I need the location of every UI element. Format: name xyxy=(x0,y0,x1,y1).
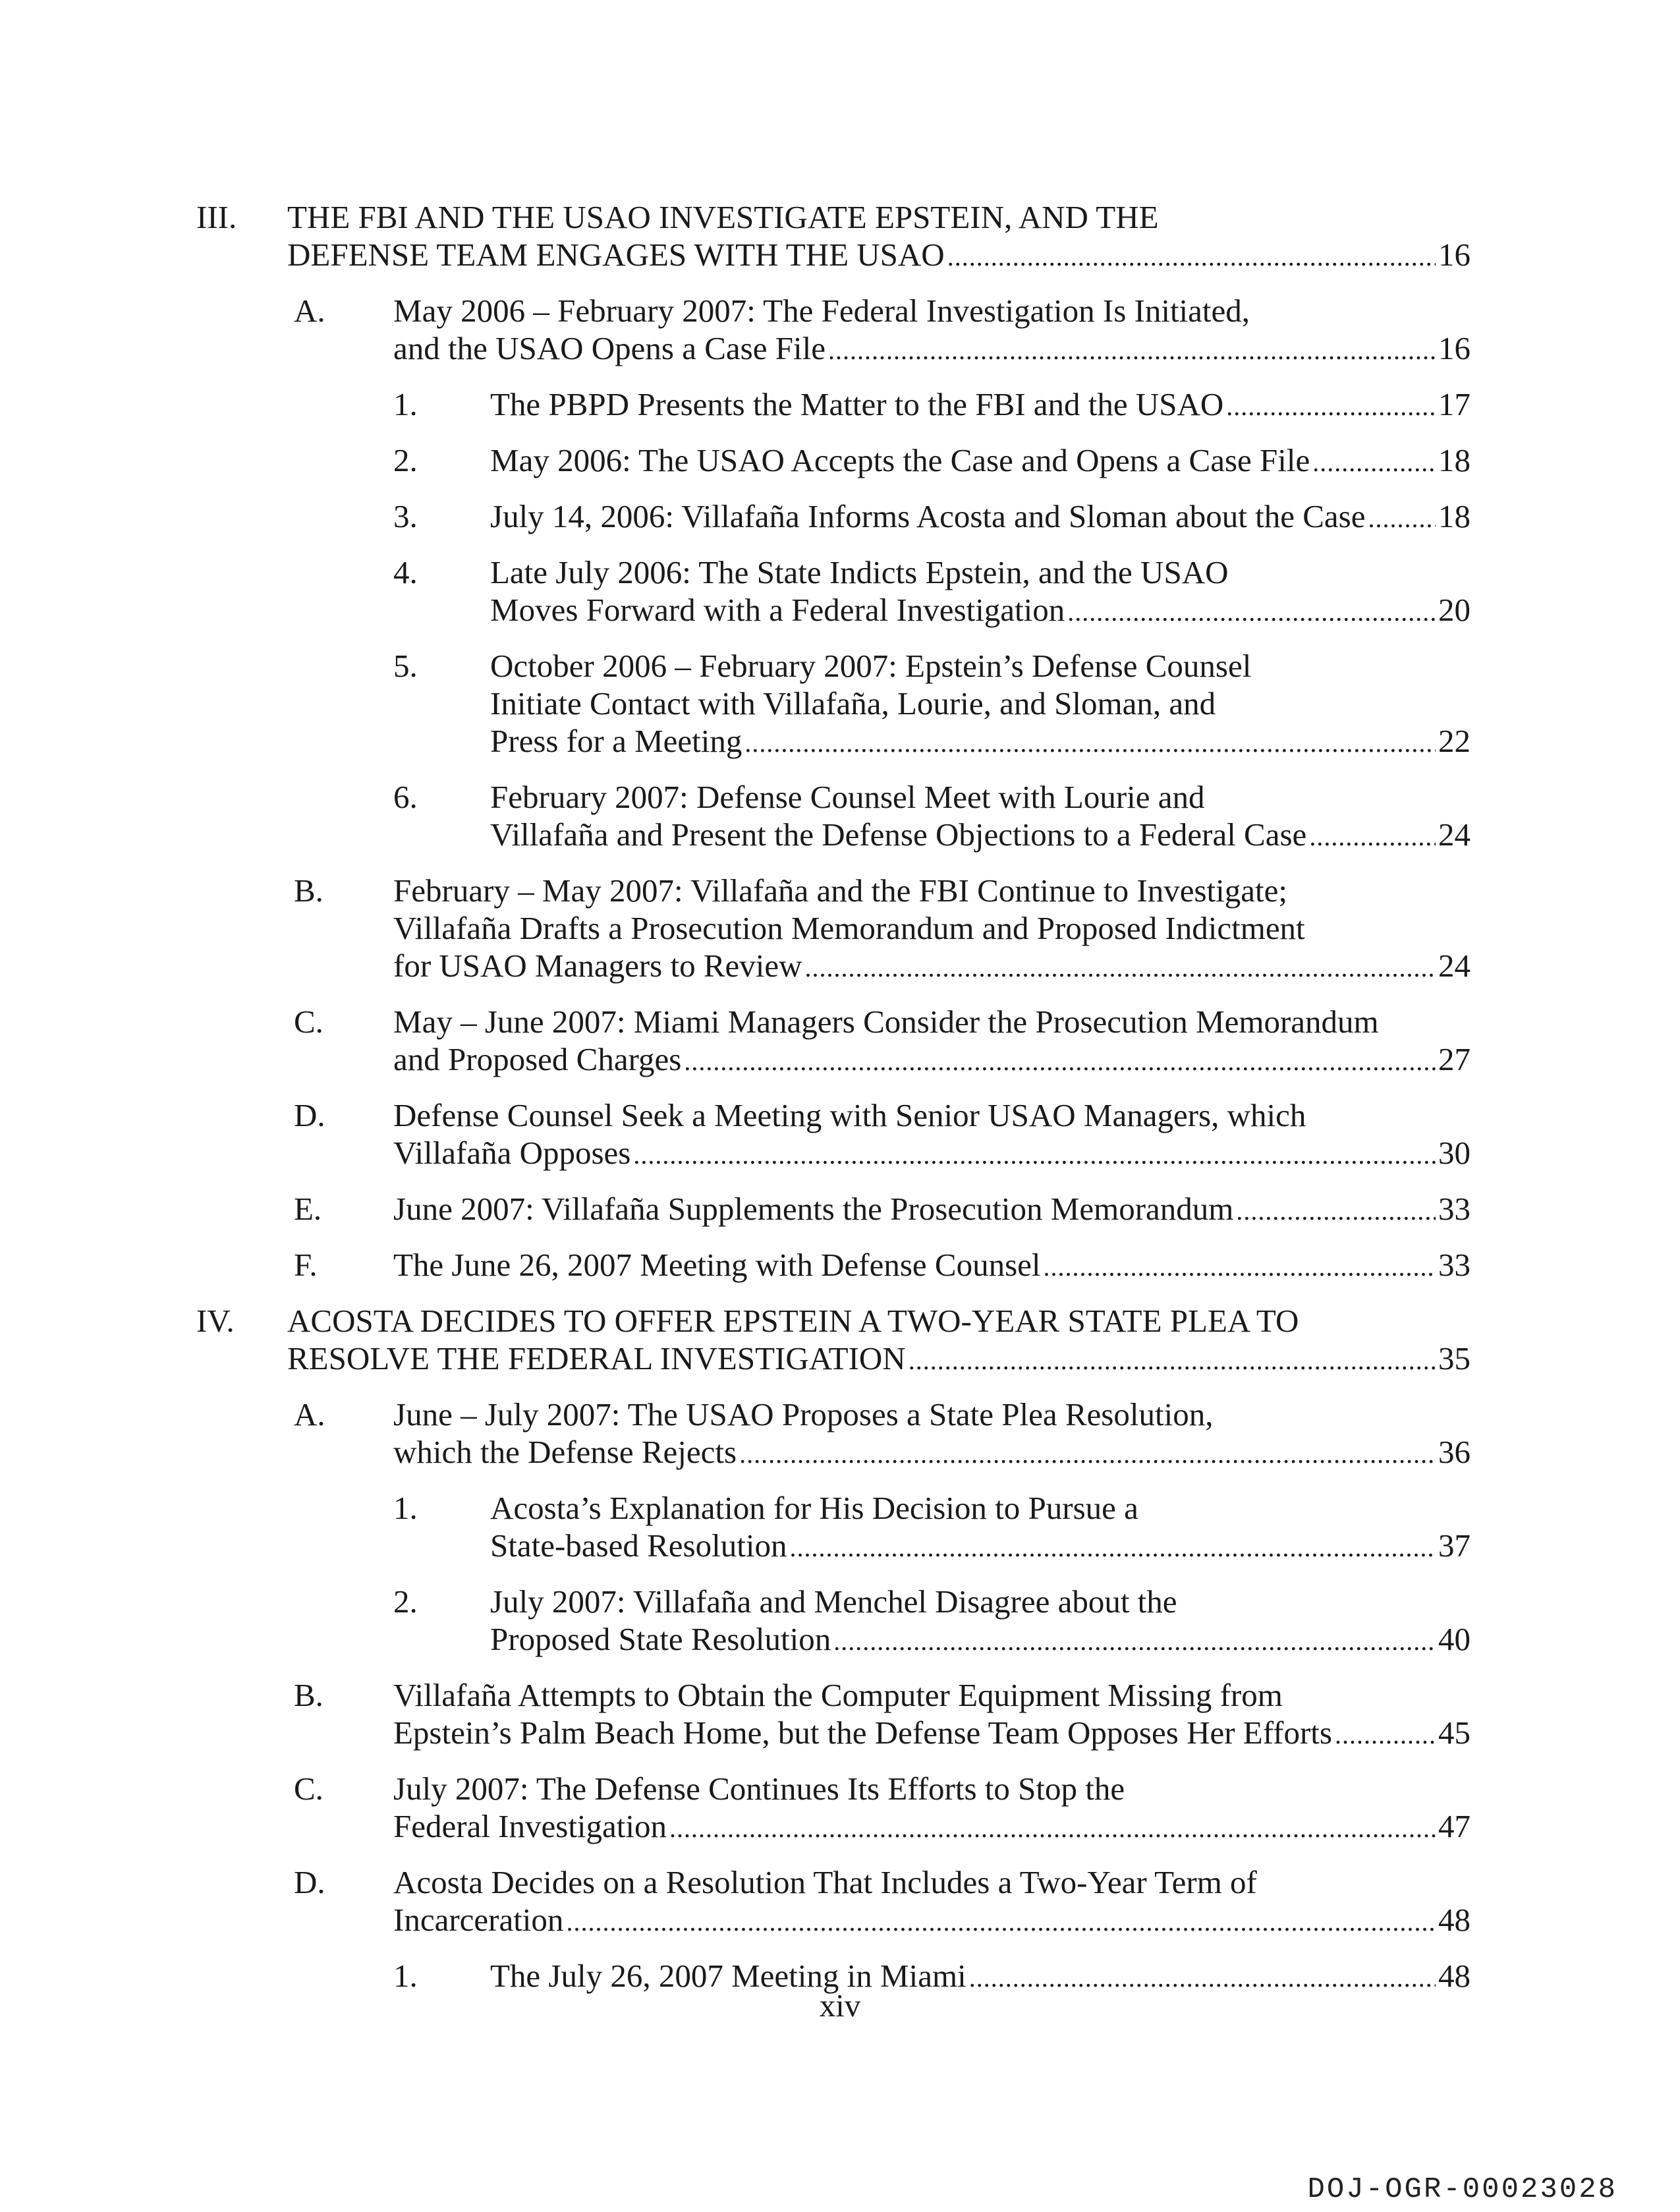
toc-entry-text: Epstein’s Palm Beach Home, but the Defense Team Opposes Her Efforts xyxy=(393,1715,1332,1751)
toc-entry-line xyxy=(393,1433,1470,1473)
toc-entry-line xyxy=(287,236,1470,275)
toc-entry xyxy=(0,1489,1680,1566)
toc-page-number: 22 xyxy=(1438,723,1470,759)
dot-leader xyxy=(566,1903,1436,1941)
page-number: xiv xyxy=(819,1987,861,2024)
toc-entry-line xyxy=(490,1527,1470,1566)
toc-entry-line xyxy=(287,198,1470,236)
toc-entry xyxy=(0,1396,1680,1473)
toc-page-number: 36 xyxy=(1438,1434,1470,1470)
toc-entry xyxy=(0,1096,1680,1174)
toc-page-number: 33 xyxy=(1438,1247,1470,1283)
toc-entry-text: and Proposed Charges xyxy=(393,1041,682,1077)
toc-entry-text: Acosta’s Explanation for His Decision to Pursue a xyxy=(490,1490,1138,1526)
bates-number: DOJ-OGR-00023028 xyxy=(1307,2173,1617,2206)
toc-entry-text: State-based Resolution xyxy=(490,1527,787,1564)
toc-entry-number: F. xyxy=(294,1247,318,1283)
dot-leader xyxy=(1044,1248,1436,1286)
toc-entry-text: Villafaña Opposes xyxy=(393,1135,631,1171)
toc-entry-text: Defense Counsel Seek a Meeting with Senior USAO Managers, which xyxy=(393,1097,1306,1133)
toc-page-number: 18 xyxy=(1438,498,1470,534)
toc-entry-line xyxy=(393,1676,1470,1714)
toc-entry-text: The July 26, 2007 Meeting in Miami xyxy=(490,1958,966,1994)
toc-page-number: 37 xyxy=(1438,1527,1470,1564)
toc-page-number: 24 xyxy=(1438,816,1470,853)
toc-page-number: 47 xyxy=(1438,1808,1470,1844)
toc-entry-line xyxy=(490,778,1470,816)
dot-leader xyxy=(669,1809,1436,1847)
toc-entry-text: June 2007: Villafaña Supplements the Prosecution Memorandum xyxy=(393,1191,1234,1227)
table-of-contents xyxy=(0,198,1680,2013)
toc-entry-number: E. xyxy=(294,1191,322,1227)
toc-entry-text: and the USAO Opens a Case File xyxy=(393,330,826,366)
toc-entry-line xyxy=(490,591,1470,631)
dot-leader xyxy=(744,724,1436,762)
dot-leader xyxy=(805,949,1436,986)
toc-entry-text: February 2007: Defense Counsel Meet with Lourie and xyxy=(490,779,1205,815)
toc-entry-number: 6. xyxy=(393,779,418,815)
toc-entry-line xyxy=(490,441,1470,481)
toc-entry-number: 3. xyxy=(393,498,418,534)
toc-entry-text: Villafaña and Present the Defense Objections to a Federal Case xyxy=(490,816,1307,853)
toc-entry-line xyxy=(393,872,1470,909)
toc-entry-text: Late July 2006: The State Indicts Epstein, and the USAO xyxy=(490,554,1229,590)
toc-entry-line xyxy=(393,909,1470,947)
toc-entry-text: ACOSTA DECIDES TO OFFER EPSTEIN A TWO-YEAR STATE PLEA TO xyxy=(287,1303,1299,1339)
dot-leader xyxy=(1368,499,1436,537)
toc-page-number: 18 xyxy=(1438,442,1470,478)
toc-entry-line xyxy=(490,1489,1470,1527)
toc-entry xyxy=(0,385,1680,425)
toc-entry-line xyxy=(490,722,1470,762)
toc-entry-line xyxy=(393,1134,1470,1174)
toc-entry xyxy=(0,647,1680,762)
toc-entry-text: RESOLVE THE FEDERAL INVESTIGATION xyxy=(287,1340,906,1376)
toc-entry-line xyxy=(490,816,1470,855)
toc-entry-line xyxy=(490,685,1470,722)
toc-entry-line xyxy=(393,947,1470,986)
toc-entry-number: 1. xyxy=(393,1490,418,1526)
toc-entry-text: Initiate Contact with Villafaña, Lourie, and Sloman, and xyxy=(490,685,1216,722)
toc-page-number: 16 xyxy=(1438,330,1470,366)
toc-entry-number: III. xyxy=(196,199,237,235)
toc-page-number: 48 xyxy=(1438,1902,1470,1938)
toc-entry-text: May 2006 – February 2007: The Federal Investigation Is Initiated, xyxy=(393,293,1250,329)
toc-entry-number: 1. xyxy=(393,1958,418,1994)
toc-entry-text: October 2006 – February 2007: Epstein’s Defense Counsel xyxy=(490,648,1252,684)
toc-entry-text: May 2006: The USAO Accepts the Case and Opens a Case File xyxy=(490,442,1310,478)
toc-entry-text: Moves Forward with a Federal Investigation xyxy=(490,592,1065,628)
toc-entry-number: 2. xyxy=(393,1583,418,1620)
toc-entry xyxy=(0,1246,1680,1286)
toc-entry-number: 4. xyxy=(393,554,418,590)
toc-entry xyxy=(0,1583,1680,1660)
toc-entry-line xyxy=(490,497,1470,537)
toc-entry-number: D. xyxy=(294,1097,325,1133)
dot-leader xyxy=(828,331,1436,369)
toc-entry xyxy=(0,198,1680,275)
toc-page-number: 45 xyxy=(1438,1715,1470,1751)
dot-leader xyxy=(684,1042,1436,1080)
toc-entry-text: Federal Investigation xyxy=(393,1808,667,1844)
toc-entry-line xyxy=(490,1583,1470,1620)
toc-entry-line xyxy=(287,1302,1470,1340)
toc-entry xyxy=(0,1770,1680,1847)
toc-page-number: 40 xyxy=(1438,1621,1470,1657)
toc-entry-text: THE FBI AND THE USAO INVESTIGATE EPSTEIN, AND THE xyxy=(287,199,1159,235)
toc-entry-text: July 2007: The Defense Continues Its Efforts to Stop the xyxy=(393,1771,1125,1807)
toc-entry-line xyxy=(393,1190,1470,1230)
toc-entry-text: which the Defense Rejects xyxy=(393,1434,737,1470)
toc-entry-number: 1. xyxy=(393,386,418,422)
toc-entry-text: July 14, 2006: Villafaña Informs Acosta and Sloman about the Case xyxy=(490,498,1366,534)
toc-entry-text: February – May 2007: Villafaña and the FBI Continue to Investigate; xyxy=(393,872,1287,909)
toc-entry-text: DEFENSE TEAM ENGAGES WITH THE USAO xyxy=(287,237,945,273)
dot-leader xyxy=(1335,1716,1436,1753)
toc-entry-text: for USAO Managers to Review xyxy=(393,948,802,984)
toc-entry-line xyxy=(393,1246,1470,1286)
toc-page-number: 35 xyxy=(1438,1340,1470,1376)
dot-leader xyxy=(1226,387,1436,425)
toc-entry-text: Incarceration xyxy=(393,1902,564,1938)
toc-entry-number: 5. xyxy=(393,648,418,684)
toc-entry-line xyxy=(287,1340,1470,1379)
toc-entry-line xyxy=(393,1807,1470,1847)
toc-entry-number: B. xyxy=(294,1677,323,1713)
toc-entry-number: A. xyxy=(294,1396,325,1432)
toc-page-number: 48 xyxy=(1438,1958,1470,1994)
toc-entry-line xyxy=(490,1620,1470,1660)
toc-entry-line xyxy=(393,1770,1470,1807)
toc-entry-line xyxy=(393,1714,1470,1753)
toc-entry-text: May – June 2007: Miami Managers Consider the Prosecution Memorandum xyxy=(393,1004,1379,1040)
toc-entry-line xyxy=(393,1901,1470,1941)
toc-entry-number: B. xyxy=(294,872,323,909)
toc-entry-text: The PBPD Presents the Matter to the FBI and the USAO xyxy=(490,386,1224,422)
toc-entry-text: July 2007: Villafaña and Menchel Disagree about the xyxy=(490,1583,1177,1620)
toc-entry-number: C. xyxy=(294,1004,323,1040)
dot-leader xyxy=(909,1342,1436,1379)
dot-leader xyxy=(1067,593,1436,631)
toc-entry xyxy=(0,872,1680,986)
toc-entry-text: Acosta Decides on a Resolution That Includes a Two-Year Term of xyxy=(393,1864,1257,1900)
toc-entry-number: D. xyxy=(294,1864,325,1900)
toc-page-number: 16 xyxy=(1438,237,1470,273)
toc-page-number: 17 xyxy=(1438,386,1470,422)
toc-entry-number: IV. xyxy=(196,1303,235,1339)
toc-entry xyxy=(0,1190,1680,1230)
toc-entry-text: Proposed State Resolution xyxy=(490,1621,831,1657)
toc-page-number: 24 xyxy=(1438,948,1470,984)
toc-entry-line xyxy=(490,553,1470,591)
toc-entry xyxy=(0,497,1680,537)
toc-entry xyxy=(0,441,1680,481)
toc-entry xyxy=(0,1302,1680,1379)
toc-entry-line xyxy=(393,1863,1470,1901)
toc-page-number: 30 xyxy=(1438,1135,1470,1171)
toc-entry-line xyxy=(490,647,1470,685)
dot-leader xyxy=(1312,443,1436,481)
toc-page-number: 27 xyxy=(1438,1041,1470,1077)
toc-entry-number: 2. xyxy=(393,442,418,478)
toc-entry-line xyxy=(393,1396,1470,1433)
toc-entry xyxy=(0,1863,1680,1941)
toc-entry-text: Press for a Meeting xyxy=(490,723,742,759)
dot-leader xyxy=(833,1622,1436,1660)
toc-entry-number: C. xyxy=(294,1771,323,1807)
toc-page-number: 20 xyxy=(1438,592,1470,628)
dot-leader xyxy=(633,1136,1436,1174)
toc-entry-line xyxy=(393,1096,1470,1134)
toc-entry-text: Villafaña Attempts to Obtain the Computer Equipment Missing from xyxy=(393,1677,1283,1713)
toc-entry xyxy=(0,292,1680,369)
dot-leader xyxy=(1309,818,1436,855)
toc-entry-line xyxy=(393,329,1470,369)
toc-entry xyxy=(0,778,1680,855)
toc-entry-text: June – July 2007: The USAO Proposes a State Plea Resolution, xyxy=(393,1396,1214,1432)
toc-page-number: 33 xyxy=(1438,1191,1470,1227)
dot-leader xyxy=(739,1435,1436,1473)
toc-entry-line xyxy=(490,385,1470,425)
dot-leader xyxy=(789,1529,1436,1566)
toc-entry-text: Villafaña Drafts a Prosecution Memorandum and Proposed Indictment xyxy=(393,910,1305,946)
toc-entry xyxy=(0,1003,1680,1080)
toc-entry-line xyxy=(393,1003,1470,1040)
dot-leader xyxy=(1236,1192,1436,1230)
toc-entry-text: The June 26, 2007 Meeting with Defense Counsel xyxy=(393,1247,1041,1283)
toc-entry-line xyxy=(393,1040,1470,1080)
toc-entry-number: A. xyxy=(294,293,325,329)
toc-entry xyxy=(0,1676,1680,1753)
dot-leader xyxy=(947,238,1436,275)
toc-entry xyxy=(0,553,1680,631)
toc-entry-line xyxy=(393,292,1470,329)
